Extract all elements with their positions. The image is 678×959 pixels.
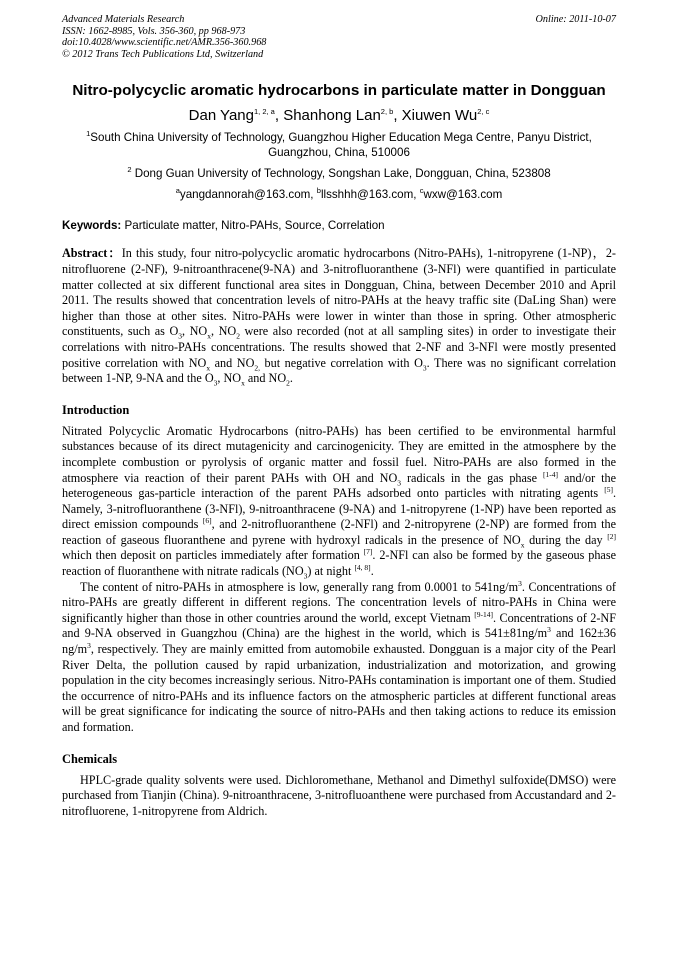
abstract-text: . <box>289 371 293 386</box>
body-text: . 2-NFl can also be formed by the gaseous phase reaction of fluoranthene with nitrate radicals (NO <box>62 548 616 579</box>
chemicals-paragraph: HPLC-grade quality solvents were used. Dichloromethane, Methanol and Dimethyl sulfoxide(DMSO) were purchased from Tianjin (China). 9-nitroanthracene, 3-nitrofluoanthene were purchased from Accustandard and 2-nitrofluorene, 1-nitropyrene from Aldrich. <box>62 772 616 818</box>
body-text: Nitrated Polycyclic Aromatic Hydrocarbons (nitro-PAHs) has been certified to be environmental harmful substances because of its direct mutagenicity and carcinogenicity. They are emitted in the atmosphere by the incomplete combustion or pyrolysis of organic matter and fossil fuel. Nitro-PAHs are also formed in the atmosphere via reaction of their parent PAHs with OH and NO <box>62 423 616 485</box>
copyright-line: © 2012 Trans Tech Publications Ltd, Switzerland <box>62 48 264 60</box>
superscript: 3 <box>87 640 91 650</box>
abstract-text: , NO <box>217 371 242 386</box>
online-date: Online: 2011-10-07 <box>535 14 616 25</box>
paper-title: Nitro-polycyclic aromatic hydrocarbons in particulate matter in Dongguan <box>72 82 606 100</box>
superscript: 3 <box>547 625 551 635</box>
doi-line: doi:10.4028/www.scientific.net/AMR.356-360.968 <box>62 37 267 49</box>
abstract-text: and NO <box>244 371 287 386</box>
affiliation-2 <box>62 166 616 181</box>
author-affiliation-mark: 2, b <box>380 107 394 117</box>
subscript: x <box>207 331 211 341</box>
email-mark: c <box>419 186 424 196</box>
author-name: Shanhong Lan <box>283 107 381 125</box>
body-text: . Concentrations of 2-NF and 9-NA observed in Guangzhou (China) are the highest in the world, which is 541±81ng/m <box>62 610 616 641</box>
body-text: , respectively. They are mainly emitted from automobile exhausted. Dongguan is a major city of the Pearl River Delta, the pollution caused by rapid urbanization, industrialization and motorization, and growing population in the city becomes increasingly serious. Nitro-PAHs contamination is important one of them. Studied the occurrence of nitro-PAHs and its influence factors on the atmospheric particles at different functional areas will be great significance for indicating the source of nitro-PAHs and then taking actions to reduce its emission and formation. <box>62 642 616 734</box>
affiliation-text: South China University of Technology, Guangzhou Higher Education Mega Centre, Panyu District, Guangzhou, China, 510006 <box>90 131 592 160</box>
body-text: , and 2-nitrofluoranthene (2-NFl) and 2-nitropyrene (2-NP) are formed from the reaction of gaseous fluoranthene and pyrene with hydroxyl radicals in the presence of NO <box>62 517 616 547</box>
subscript: x <box>206 362 211 372</box>
email-link[interactable]: llsshhh@163.com, <box>320 188 417 202</box>
keywords-label: Keywords: <box>62 219 122 233</box>
subscript: 3 <box>422 362 427 372</box>
abstract-label: Abstract： <box>62 246 122 261</box>
intro-paragraph-2 <box>62 580 616 736</box>
citation-ref[interactable]: [1-4] <box>543 469 559 479</box>
abstract-text: were also recorded (not at all sampling sites) in order to investigate their correlations with nitro-PAHs concentrations. The results showed that 2-NF and 3-NFl were mostly presented positive correlation with NO <box>62 324 616 370</box>
abstract-text: but negative correlation with O <box>260 355 423 370</box>
subscript: 2, <box>254 362 260 372</box>
body-text: during the day <box>524 532 608 547</box>
email-link[interactable]: wxw@163.com <box>423 188 503 202</box>
subscript: 2 <box>236 331 240 341</box>
abstract-text: In this study, four nitro-polycyclic aromatic hydrocarbons (Nitro-PAHs), 1-nitropyrene (1-NP)，2-nitrofluorene (2-NF), 9-nitroanthracene(9-NA) and 3-nitrofluoranthene (3-NFl) were quantified in particulate matter collected at six different functional area sites in Dongguan, China, between December 2010 and April 2011. The results showed that concentration levels of nitro-PAHs at the heavy traffic site (DaLing Shan) were higher than those at other sites. Nitro-PAHs were lower in winter than those in spring. Other atmospheric constituents, such as O <box>62 246 616 339</box>
body-text: and 162±36 ng/m <box>62 626 616 657</box>
affiliation-mark: 2 <box>127 165 132 175</box>
author-affiliation-mark: 2, c <box>477 107 490 117</box>
author-list: Dan Yang$^{1, 2, a}$, Shanhong Lan$^{2, b}$, Xiuwen Wu$^{2, c}$ <box>188 107 490 125</box>
body-text: which then deposit on particles immediately after formation <box>62 548 364 563</box>
email-mark: a <box>175 186 180 196</box>
email-link[interactable]: yangdannorah@163.com, <box>179 188 314 202</box>
paper-page <box>62 14 616 819</box>
issn-line: ISSN: 1662-8985, Vols. 356-360, pp 968-973 <box>62 25 246 37</box>
subscript: x <box>520 540 525 550</box>
citation-ref[interactable]: [9-14] <box>474 609 493 619</box>
subscript: 3 <box>213 378 218 388</box>
subscript: x <box>241 378 245 388</box>
author-emails <box>62 187 616 202</box>
section-heading-introduction: Introduction <box>62 402 130 417</box>
subscript: 2 <box>286 378 290 388</box>
abstract-text: , NO <box>182 324 208 339</box>
body-text: radicals in the gas phase <box>401 470 544 485</box>
abstract-text: , NO <box>210 324 237 339</box>
author-name: Xiuwen Wu <box>401 107 478 125</box>
keywords-text: Particulate matter, Nitro-PAHs, Source, Correlation <box>124 219 385 233</box>
citation-ref[interactable]: [5] <box>604 485 613 495</box>
email-mark: b <box>316 186 321 196</box>
section-heading-chemicals: Chemicals <box>62 751 118 766</box>
author-affiliation-mark: 1, 2, a <box>253 107 275 117</box>
body-text: and/or the heterogeneous gas-particle interaction of the parent PAHs adsorbed onto particles with nitrating agents <box>62 470 616 501</box>
citation-ref[interactable]: [2] <box>607 531 616 541</box>
affiliation-text: Dong Guan University of Technology, Songshan Lake, Dongguan, China, 523808 <box>134 167 551 181</box>
journal-name: Advanced Materials Research <box>62 14 185 25</box>
introduction-body <box>62 424 616 736</box>
superscript: 3 <box>518 578 522 588</box>
chemicals-body <box>62 773 616 820</box>
abstract-text: . There was no significant correlation between 1-NP, 9-NA and the O <box>62 355 616 386</box>
abstract-text: and NO <box>210 355 255 370</box>
subscript: 3 <box>397 477 402 487</box>
author-name: Dan Yang <box>188 107 254 125</box>
intro-paragraph-1 <box>62 424 616 580</box>
body-text: The content of nitro-PAHs in atmosphere is low, generally rang from 0.0001 to 541ng/m <box>80 579 519 594</box>
affiliation-1 <box>62 130 616 160</box>
subscript: 3 <box>303 571 308 581</box>
abstract-paragraph <box>62 246 616 386</box>
body-text: . Namely, 3-nitrofluoranthene (3-NFl), 9-nitroanthracene (9-NA) and 1-nitropyrene (1-NP) have been reported as direct emission compounds <box>62 486 616 532</box>
body-text: ) at night <box>307 564 355 579</box>
body-text: . <box>370 564 374 579</box>
keywords <box>62 219 616 232</box>
citation-ref[interactable]: [6] <box>202 516 212 526</box>
citation-ref[interactable]: [7] <box>363 547 373 557</box>
subscript: 3 <box>178 331 182 341</box>
affiliation-mark: 1 <box>86 129 91 139</box>
journal-header <box>62 14 616 60</box>
body-text: . Concentrations of nitro-PAHs are greatly different in different regions. The concentration levels of nitro-PAHs in China were significantly higher than those in other countries around the world, except Vietnam <box>62 579 616 625</box>
citation-ref[interactable]: [4, 8] <box>354 563 371 572</box>
